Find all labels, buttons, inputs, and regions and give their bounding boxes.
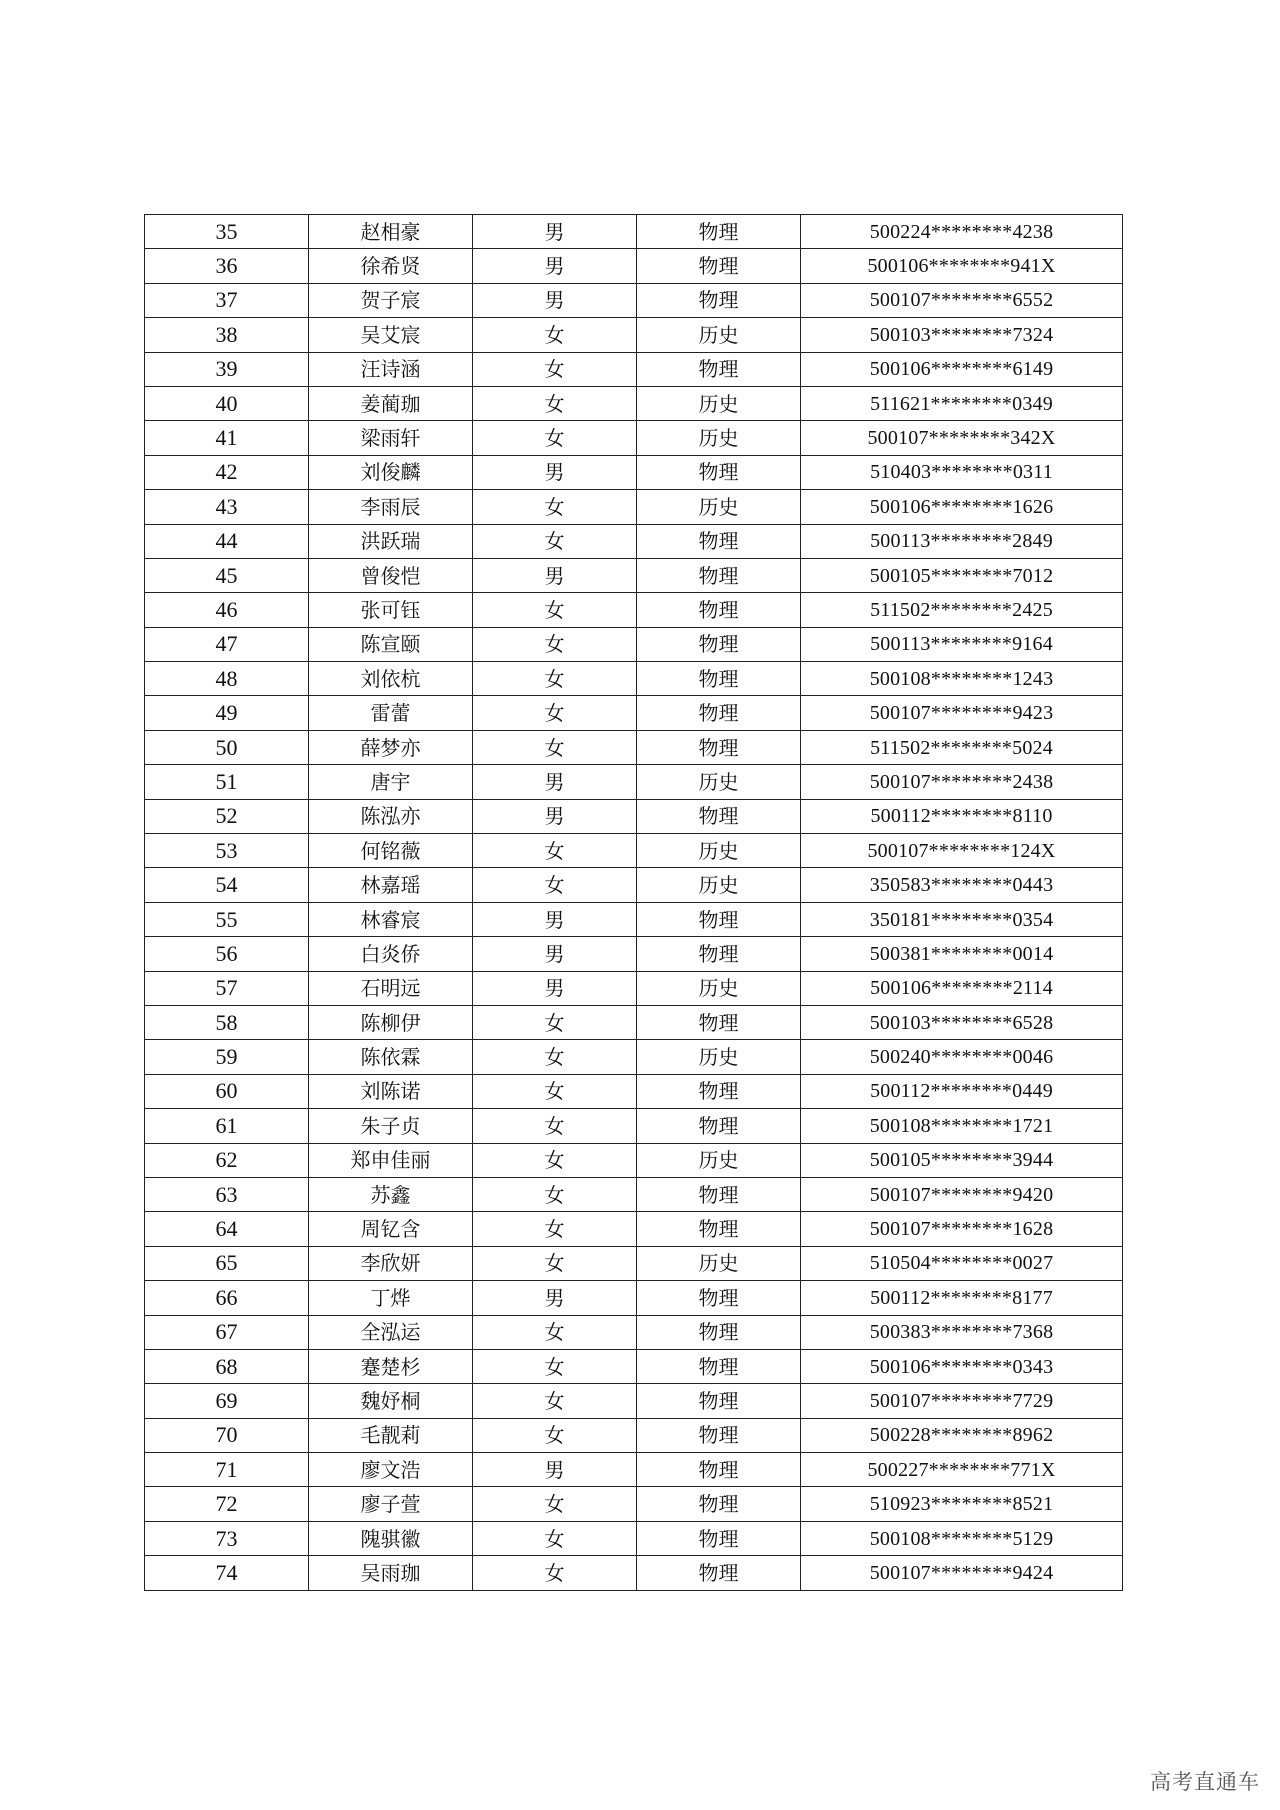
gender-cell: 女 [473,386,637,420]
row-number-cell: 45 [145,558,309,592]
student-name-cell: 梁雨轩 [309,421,473,455]
student-name-cell: 曾俊恺 [309,558,473,592]
table-row [145,1556,1123,1590]
gender-cell: 女 [473,1521,637,1555]
table-row [145,765,1123,799]
gender-cell: 男 [473,799,637,833]
id-number-cell: 500240********0046 [801,1040,1123,1074]
id-number-cell: 500107********2438 [801,765,1123,799]
id-number-cell: 500107********7729 [801,1384,1123,1418]
gender-cell: 男 [473,765,637,799]
student-name-cell: 郑申佳丽 [309,1143,473,1177]
id-number-cell: 350583********0443 [801,868,1123,902]
row-number-cell: 36 [145,249,309,283]
id-number-cell: 500103********6528 [801,1005,1123,1039]
subject-cell: 物理 [637,1418,801,1452]
gender-cell: 男 [473,1453,637,1487]
subject-cell: 物理 [637,352,801,386]
table-row [145,1177,1123,1211]
gender-cell: 男 [473,971,637,1005]
student-name-cell: 魏妤桐 [309,1384,473,1418]
row-number-cell: 46 [145,593,309,627]
subject-cell: 物理 [637,902,801,936]
gender-cell: 男 [473,215,637,249]
gender-cell: 女 [473,1109,637,1143]
row-number-cell: 56 [145,937,309,971]
gender-cell: 女 [473,1212,637,1246]
gender-cell: 男 [473,1281,637,1315]
subject-cell: 历史 [637,421,801,455]
table-row [145,1487,1123,1521]
row-number-cell: 39 [145,352,309,386]
subject-cell: 物理 [637,249,801,283]
subject-cell: 历史 [637,1040,801,1074]
subject-cell: 物理 [637,1074,801,1108]
gender-cell: 女 [473,1384,637,1418]
id-number-cell: 500112********8177 [801,1281,1123,1315]
subject-cell: 历史 [637,834,801,868]
subject-cell: 物理 [637,1177,801,1211]
row-number-cell: 71 [145,1453,309,1487]
row-number-cell: 73 [145,1521,309,1555]
student-name-cell: 蹇楚杉 [309,1349,473,1383]
student-name-cell: 陈依霖 [309,1040,473,1074]
table-row [145,834,1123,868]
subject-cell: 物理 [637,455,801,489]
table-row [145,283,1123,317]
student-name-cell: 白炎侨 [309,937,473,971]
gender-cell: 男 [473,249,637,283]
gender-cell: 女 [473,696,637,730]
table-row [145,1315,1123,1349]
subject-cell: 物理 [637,662,801,696]
student-name-cell: 何铭薇 [309,834,473,868]
watermark-text: 高考直通车 [1150,1770,1260,1794]
subject-cell: 物理 [637,283,801,317]
student-name-cell: 贺子宸 [309,283,473,317]
row-number-cell: 41 [145,421,309,455]
id-number-cell: 500228********8962 [801,1418,1123,1452]
table-row [145,868,1123,902]
table-row [145,1074,1123,1108]
table-row [145,593,1123,627]
gender-cell: 男 [473,937,637,971]
subject-cell: 历史 [637,386,801,420]
student-name-cell: 陈宣颐 [309,627,473,661]
id-number-cell: 500107********6552 [801,283,1123,317]
gender-cell: 女 [473,593,637,627]
id-number-cell: 510403********0311 [801,455,1123,489]
id-number-cell: 511502********2425 [801,593,1123,627]
row-number-cell: 58 [145,1005,309,1039]
id-number-cell: 500224********4238 [801,215,1123,249]
id-number-cell: 510923********8521 [801,1487,1123,1521]
student-name-cell: 赵相豪 [309,215,473,249]
id-number-cell: 510504********0027 [801,1246,1123,1280]
gender-cell: 女 [473,1246,637,1280]
subject-cell: 物理 [637,937,801,971]
subject-cell: 物理 [637,1384,801,1418]
id-number-cell: 500107********9424 [801,1556,1123,1590]
row-number-cell: 64 [145,1212,309,1246]
student-roster-table [144,214,1123,1591]
gender-cell: 女 [473,318,637,352]
subject-cell: 历史 [637,765,801,799]
subject-cell: 历史 [637,318,801,352]
table-row [145,1349,1123,1383]
gender-cell: 女 [473,352,637,386]
roster-body [145,215,1123,1591]
row-number-cell: 44 [145,524,309,558]
subject-cell: 物理 [637,1521,801,1555]
subject-cell: 历史 [637,490,801,524]
gender-cell: 女 [473,490,637,524]
table-row [145,1281,1123,1315]
row-number-cell: 35 [145,215,309,249]
subject-cell: 物理 [637,1281,801,1315]
id-number-cell: 500106********2114 [801,971,1123,1005]
row-number-cell: 53 [145,834,309,868]
subject-cell: 物理 [637,524,801,558]
student-name-cell: 洪跃瑞 [309,524,473,558]
id-number-cell: 500103********7324 [801,318,1123,352]
student-name-cell: 张可钰 [309,593,473,627]
student-name-cell: 苏鑫 [309,1177,473,1211]
table-row [145,1005,1123,1039]
subject-cell: 物理 [637,593,801,627]
subject-cell: 物理 [637,730,801,764]
student-name-cell: 全泓运 [309,1315,473,1349]
gender-cell: 女 [473,1315,637,1349]
subject-cell: 物理 [637,1109,801,1143]
gender-cell: 女 [473,1177,637,1211]
row-number-cell: 55 [145,902,309,936]
student-name-cell: 刘俊麟 [309,455,473,489]
row-number-cell: 50 [145,730,309,764]
row-number-cell: 60 [145,1074,309,1108]
subject-cell: 历史 [637,868,801,902]
gender-cell: 女 [473,662,637,696]
id-number-cell: 500105********3944 [801,1143,1123,1177]
row-number-cell: 38 [145,318,309,352]
row-number-cell: 51 [145,765,309,799]
subject-cell: 物理 [637,558,801,592]
gender-cell: 女 [473,868,637,902]
subject-cell: 物理 [637,799,801,833]
id-number-cell: 500106********941X [801,249,1123,283]
gender-cell: 男 [473,902,637,936]
table-row [145,215,1123,249]
student-name-cell: 廖文浩 [309,1453,473,1487]
id-number-cell: 500105********7012 [801,558,1123,592]
id-number-cell: 500106********6149 [801,352,1123,386]
id-number-cell: 500107********124X [801,834,1123,868]
student-name-cell: 毛靓莉 [309,1418,473,1452]
gender-cell: 女 [473,1349,637,1383]
gender-cell: 男 [473,455,637,489]
row-number-cell: 63 [145,1177,309,1211]
row-number-cell: 74 [145,1556,309,1590]
student-name-cell: 李欣妍 [309,1246,473,1280]
student-name-cell: 陈柳伊 [309,1005,473,1039]
table-row [145,730,1123,764]
id-number-cell: 500381********0014 [801,937,1123,971]
table-row [145,352,1123,386]
id-number-cell: 500107********342X [801,421,1123,455]
student-name-cell: 石明远 [309,971,473,1005]
subject-cell: 物理 [637,1212,801,1246]
id-number-cell: 500108********1721 [801,1109,1123,1143]
row-number-cell: 61 [145,1109,309,1143]
gender-cell: 女 [473,1040,637,1074]
student-name-cell: 吴艾宸 [309,318,473,352]
row-number-cell: 69 [145,1384,309,1418]
table-row [145,524,1123,558]
row-number-cell: 52 [145,799,309,833]
subject-cell: 物理 [637,696,801,730]
gender-cell: 女 [473,1487,637,1521]
row-number-cell: 68 [145,1349,309,1383]
table-row [145,1384,1123,1418]
table-row [145,662,1123,696]
subject-cell: 物理 [637,1005,801,1039]
table-row [145,1521,1123,1555]
subject-cell: 物理 [637,1487,801,1521]
id-number-cell: 500107********9423 [801,696,1123,730]
row-number-cell: 47 [145,627,309,661]
subject-cell: 物理 [637,1453,801,1487]
student-name-cell: 廖子萱 [309,1487,473,1521]
id-number-cell: 500113********2849 [801,524,1123,558]
table-row [145,696,1123,730]
table-row [145,421,1123,455]
table-row [145,455,1123,489]
row-number-cell: 65 [145,1246,309,1280]
gender-cell: 女 [473,1074,637,1108]
table-row [145,1453,1123,1487]
student-name-cell: 姜蔺珈 [309,386,473,420]
row-number-cell: 48 [145,662,309,696]
row-number-cell: 40 [145,386,309,420]
gender-cell: 女 [473,834,637,868]
student-name-cell: 李雨辰 [309,490,473,524]
student-name-cell: 刘依杭 [309,662,473,696]
student-name-cell: 周钇含 [309,1212,473,1246]
id-number-cell: 500107********9420 [801,1177,1123,1211]
student-name-cell: 雷蕾 [309,696,473,730]
id-number-cell: 511621********0349 [801,386,1123,420]
table-row [145,971,1123,1005]
id-number-cell: 500113********9164 [801,627,1123,661]
table-row [145,1143,1123,1177]
table-row [145,318,1123,352]
table-row [145,1212,1123,1246]
id-number-cell: 350181********0354 [801,902,1123,936]
subject-cell: 物理 [637,1556,801,1590]
row-number-cell: 43 [145,490,309,524]
row-number-cell: 37 [145,283,309,317]
gender-cell: 女 [473,421,637,455]
id-number-cell: 500383********7368 [801,1315,1123,1349]
row-number-cell: 70 [145,1418,309,1452]
gender-cell: 女 [473,1556,637,1590]
student-name-cell: 吴雨珈 [309,1556,473,1590]
table-row [145,799,1123,833]
table-row [145,249,1123,283]
id-number-cell: 500227********771X [801,1453,1123,1487]
row-number-cell: 57 [145,971,309,1005]
subject-cell: 历史 [637,1246,801,1280]
student-name-cell: 林睿宸 [309,902,473,936]
id-number-cell: 500106********1626 [801,490,1123,524]
row-number-cell: 49 [145,696,309,730]
table-row [145,558,1123,592]
table-row [145,386,1123,420]
gender-cell: 女 [473,1143,637,1177]
row-number-cell: 72 [145,1487,309,1521]
gender-cell: 女 [473,524,637,558]
table-row [145,1246,1123,1280]
gender-cell: 男 [473,558,637,592]
table-row [145,1040,1123,1074]
student-name-cell: 汪诗涵 [309,352,473,386]
student-name-cell: 唐宇 [309,765,473,799]
row-number-cell: 54 [145,868,309,902]
gender-cell: 女 [473,730,637,764]
student-name-cell: 徐希贤 [309,249,473,283]
student-name-cell: 薛梦亦 [309,730,473,764]
id-number-cell: 500112********0449 [801,1074,1123,1108]
row-number-cell: 62 [145,1143,309,1177]
subject-cell: 物理 [637,1349,801,1383]
id-number-cell: 500108********5129 [801,1521,1123,1555]
student-name-cell: 隗骐徽 [309,1521,473,1555]
subject-cell: 物理 [637,1315,801,1349]
row-number-cell: 66 [145,1281,309,1315]
gender-cell: 男 [473,283,637,317]
table-row [145,902,1123,936]
table-row [145,490,1123,524]
id-number-cell: 500112********8110 [801,799,1123,833]
gender-cell: 女 [473,627,637,661]
student-name-cell: 朱子贞 [309,1109,473,1143]
student-name-cell: 陈泓亦 [309,799,473,833]
row-number-cell: 67 [145,1315,309,1349]
row-number-cell: 59 [145,1040,309,1074]
subject-cell: 物理 [637,627,801,661]
id-number-cell: 500106********0343 [801,1349,1123,1383]
id-number-cell: 500107********1628 [801,1212,1123,1246]
table-row [145,1109,1123,1143]
student-name-cell: 丁烨 [309,1281,473,1315]
table-row [145,627,1123,661]
subject-cell: 物理 [637,215,801,249]
id-number-cell: 500108********1243 [801,662,1123,696]
table-row [145,1418,1123,1452]
row-number-cell: 42 [145,455,309,489]
subject-cell: 历史 [637,1143,801,1177]
gender-cell: 女 [473,1418,637,1452]
id-number-cell: 511502********5024 [801,730,1123,764]
student-name-cell: 林嘉瑶 [309,868,473,902]
subject-cell: 历史 [637,971,801,1005]
student-name-cell: 刘陈诺 [309,1074,473,1108]
gender-cell: 女 [473,1005,637,1039]
table-row [145,937,1123,971]
